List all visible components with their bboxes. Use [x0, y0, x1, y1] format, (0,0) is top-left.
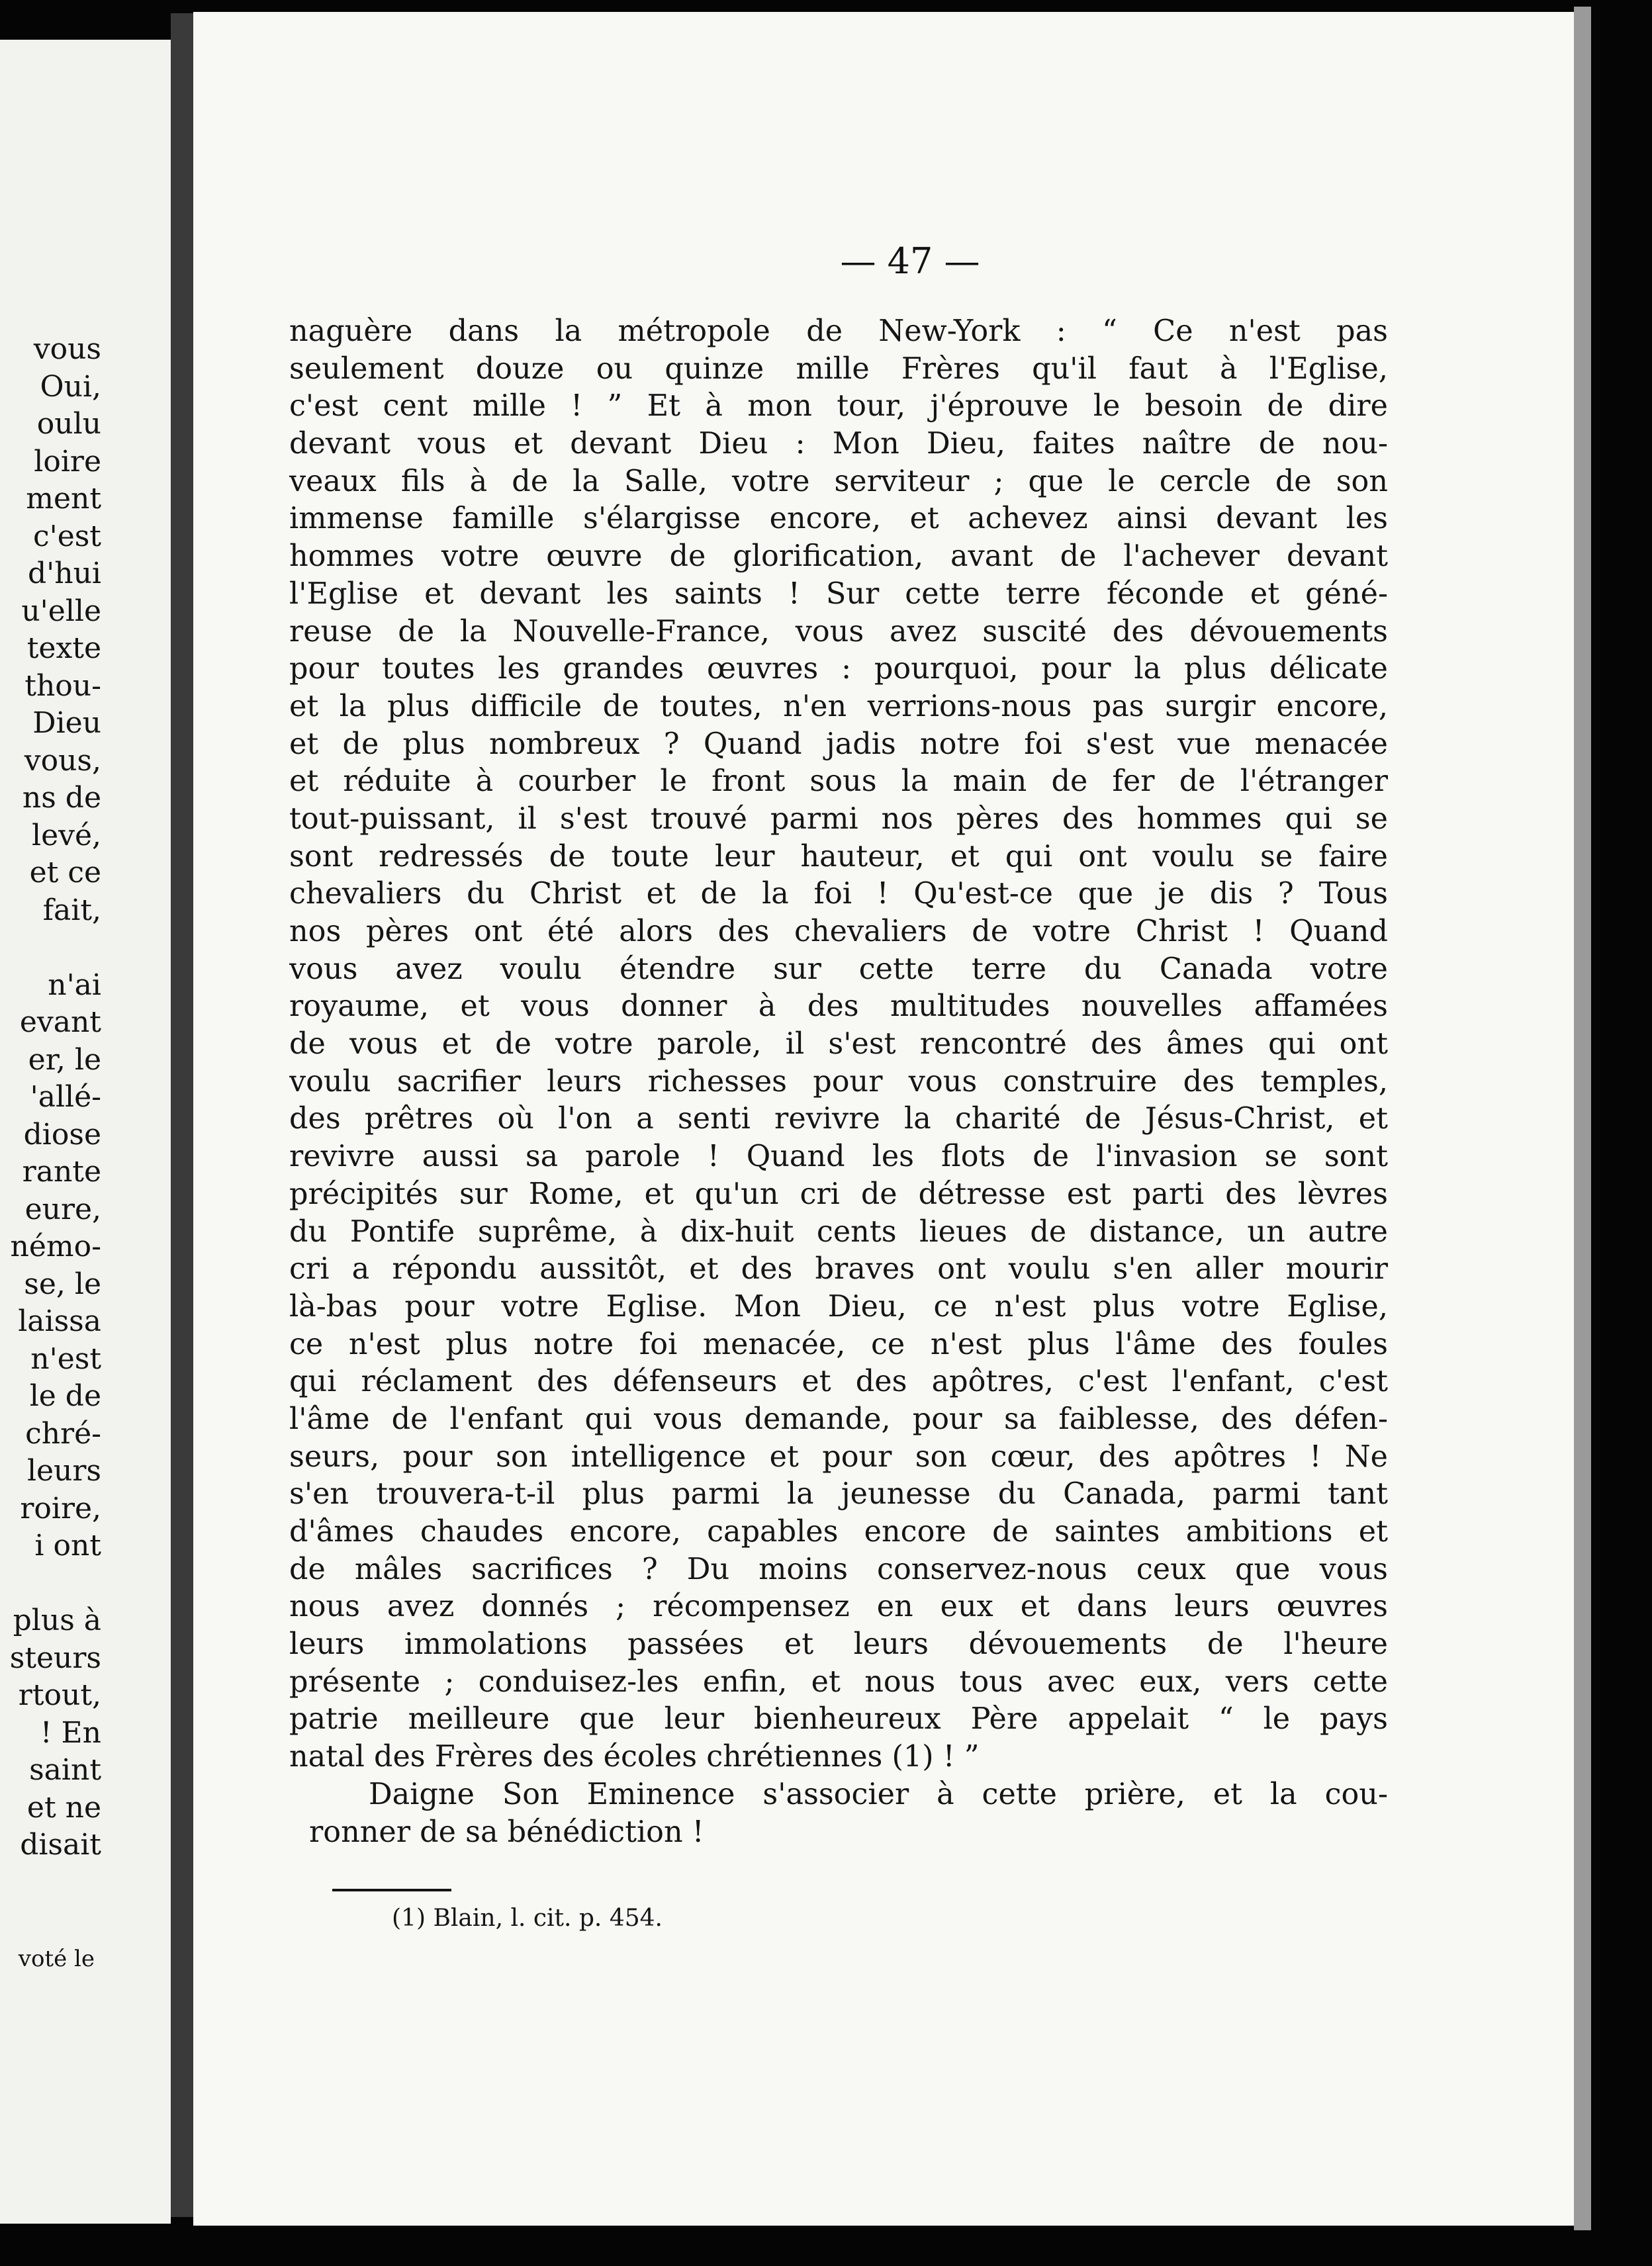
text-line: seulement douze ou quinze mille Frères qu'il faut à l'Eglise, [289, 351, 1388, 386]
left-page-fragment-line: steurs [9, 1641, 101, 1675]
left-page-fragment-line: saint [29, 1753, 101, 1787]
text-line: veaux fils à de la Salle, votre serviteur ; que le cercle de son [289, 464, 1388, 498]
left-page-fragment-line: d'hui [27, 557, 101, 590]
left-page-fragment-line: némo- [10, 1230, 101, 1263]
text-line: de vous et de votre parole, il s'est rencontré des âmes qui ont [289, 1027, 1388, 1062]
left-page-fragment-line: et ce [29, 856, 101, 889]
left-page-fragment-line: thou- [24, 668, 101, 703]
left-page-fragment-line: disait [20, 1828, 101, 1862]
text-line: nous avez donnés ; récompensez en eux et dans leurs œuvres [289, 1590, 1388, 1624]
left-page-fragment-line: le de [29, 1379, 101, 1413]
left-page-text-fragments [10, 331, 101, 1864]
left-page-fragment-line [10, 929, 101, 967]
left-page-fragment-line: u'elle [21, 594, 101, 628]
text-line: qui réclament des défenseurs et des apôtres, c'est l'enfant, c'est [289, 1365, 1388, 1399]
left-page-fragment-line: texte [26, 631, 101, 665]
main-page [193, 12, 1574, 2226]
left-page-fragment-line: Dieu [32, 706, 101, 740]
left-page-fragment-line: ! En [40, 1715, 101, 1750]
left-page-fragment-line: n'est [30, 1341, 101, 1376]
footnote-rule [332, 1889, 451, 1891]
text-line: pour toutes les grandes œuvres : pourquoi, pour la plus délicate [289, 652, 1388, 686]
text-line: revivre aussi sa parole ! Quand les flots de l'invasion se sont [289, 1140, 1388, 1174]
left-page-fragment-line: i ont [34, 1529, 101, 1563]
text-line: d'âmes chaudes encore, capables encore de saintes ambitions et [289, 1515, 1388, 1549]
text-line: vous avez voulu étendre sur cette terre du Canada votre [289, 952, 1388, 986]
left-page-fragment-line: ns de [22, 781, 101, 815]
left-page-fragment-line: loire [34, 444, 101, 478]
text-line: c'est cent mille ! ” Et à mon tour, j'éprouve le besoin de dire [289, 389, 1388, 424]
text-line: tout-puissant, il s'est trouvé parmi nos pères des hommes qui se [289, 801, 1388, 836]
text-line: reuse de la Nouvelle-France, vous avez suscité des dévouements [289, 614, 1388, 649]
left-page-fragment-line: er, le [28, 1042, 101, 1077]
text-line: présente ; conduisez-les enfin, et nous tous avec eux, vers cette [289, 1664, 1388, 1699]
text-line: ce n'est plus notre foi menacée, ce n'est plus l'âme des foules [289, 1327, 1388, 1361]
text-line: leurs immolations passées et leurs dévouements de l'heure [289, 1627, 1388, 1662]
text-line: nos pères ont été alors des chevaliers de votre Christ ! Quand [289, 915, 1388, 948]
text-line: voulu sacrifier leurs richesses pour vous construire des temples, [289, 1064, 1388, 1099]
body-text [289, 313, 1388, 1851]
text-line: royaume, et vous donner à des multitudes nouvelles affamées [289, 989, 1388, 1024]
text-line: ronner de sa bénédiction ! [309, 1815, 704, 1849]
left-facing-page [0, 40, 171, 2224]
left-page-fragment-line: c'est [32, 519, 101, 553]
left-page-fragment-line: 'allé- [30, 1080, 101, 1114]
left-page-fragment-line: evant [19, 1005, 101, 1039]
text-line: naguère dans la métropole de New-York : “ Ce n'est pas [289, 314, 1388, 348]
left-page-fragment-line: chré- [25, 1416, 101, 1451]
text-line: et réduite à courber le front sous la main de fer de l'étranger [289, 764, 1388, 799]
left-page-fragment-line: vous [33, 332, 101, 366]
book-gutter [171, 13, 193, 2217]
text-line: du Pontife suprême, à dix-huit cents lieues de distance, un autre [289, 1214, 1388, 1249]
text-line: sont redressés de toute leur hauteur, et qui ont voulu se faire [289, 839, 1388, 874]
page-number: — 47 — [840, 240, 980, 282]
left-page-fragment-line: Oui, [40, 369, 101, 404]
left-page-fragment-line [10, 1565, 101, 1603]
text-line: des prêtres où l'on a senti revivre la charité de Jésus-Christ, et [289, 1102, 1388, 1136]
text-line: hommes votre œuvre de glorification, avant de l'achever devant [289, 539, 1388, 574]
left-page-fragment-line: n'ai [48, 968, 101, 1002]
text-line: cri a répondu aussitôt, et des braves ont voulu s'en aller mourir [289, 1252, 1388, 1287]
text-line: l'âme de l'enfant qui vous demande, pour sa faiblesse, des défen- [289, 1402, 1388, 1436]
text-line: immense famille s'élargisse encore, et achevez ainsi devant les [289, 502, 1388, 536]
left-page-fragment-line: levé, [32, 818, 101, 852]
left-page-fragment-line: rtout, [18, 1678, 101, 1712]
text-line: et de plus nombreux ? Quand jadis notre foi s'est vue menacée [289, 727, 1388, 761]
text-line: natal des Frères des écoles chrétiennes (1) ! ” [289, 1740, 980, 1774]
text-line: chevaliers du Christ et de la foi ! Qu'est-ce que je dis ? Tous [289, 877, 1388, 911]
text-line: devant vous et devant Dieu : Mon Dieu, faites naître de nou- [289, 427, 1388, 461]
left-page-fragment-line: rante [22, 1155, 101, 1189]
left-page-fragment-line: eure, [24, 1192, 101, 1226]
text-line: s'en trouvera-t-il plus parmi la jeunesse du Canada, parmi tant [289, 1477, 1388, 1512]
page-right-edge [1574, 7, 1591, 2230]
left-page-fragment-line: diose [23, 1117, 101, 1152]
text-line: et la plus difficile de toutes, n'en verrions-nous pas surgir encore, [289, 689, 1388, 723]
left-page-footnote-fragment: voté le [18, 1946, 95, 1972]
text-line: là-bas pour votre Eglise. Mon Dieu, ce n'est plus votre Eglise, [289, 1289, 1388, 1324]
text-line: Daigne Son Eminence s'associer à cette prière, et la cou- [369, 1777, 1388, 1811]
left-page-fragment-line: leurs [26, 1454, 101, 1488]
text-line: patrie meilleure que leur bienheureux Père appelait “ le pays [289, 1702, 1388, 1737]
footnote: (1) Blain, l. cit. p. 454. [392, 1905, 663, 1932]
left-page-fragment-line: vous, [24, 743, 101, 778]
left-page-fragment-line: ment [26, 482, 101, 516]
left-page-fragment-line: roire, [20, 1491, 101, 1525]
text-line: de mâles sacrifices ? Du moins conservez-nous ceux que vous [289, 1552, 1388, 1586]
left-page-fragment-line: plus à [13, 1604, 101, 1637]
left-page-fragment-line: fait, [42, 893, 101, 927]
left-page-fragment-line: se, le [24, 1267, 101, 1301]
left-page-fragment-line: oulu [36, 407, 101, 441]
text-line: l'Eglise et devant les saints ! Sur cette terre féconde et géné- [289, 576, 1388, 611]
left-page-fragment-line: laissa [18, 1304, 101, 1338]
text-line: précipités sur Rome, et qu'un cri de détresse est parti des lèvres [289, 1177, 1388, 1211]
text-line: seurs, pour son intelligence et pour son cœur, des apôtres ! Ne [289, 1439, 1388, 1474]
left-page-fragment-line: et ne [26, 1790, 101, 1825]
